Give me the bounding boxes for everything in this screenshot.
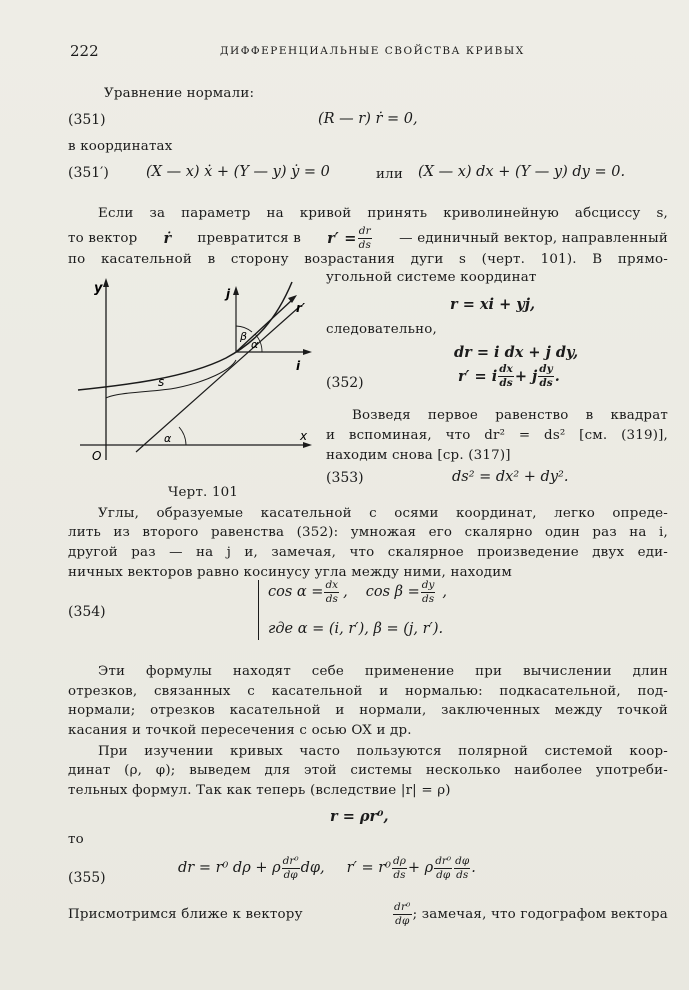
equation-355-frac3 [434, 856, 452, 880]
para2-line1: Углы, образуемые касательной с осями координат, легко опреде- [98, 506, 668, 521]
i-vector-arrow [303, 349, 312, 355]
last-line-b: ; замечая, что годографом вектора [412, 906, 668, 922]
para1-line2 [68, 226, 668, 250]
para1-line4: угольной системе координат [326, 270, 537, 285]
para2-line2: лить из второго равенства (352): умножая его скалярно один раз на i, [68, 525, 668, 540]
equation-355-c: r′ = r⁰ [346, 860, 391, 876]
equation-352-frac2-num: dy [539, 363, 553, 375]
equation-351: (R — r) ṙ = 0, [318, 111, 418, 127]
equation-355-frac4-den: ds [456, 868, 469, 881]
equation-352-frac1 [498, 364, 514, 388]
label-x: x [300, 429, 308, 443]
equation-354-frac2 [421, 580, 436, 604]
last-line-fraction-den: dφ [393, 914, 412, 927]
last-line-fraction-num: dr⁰ [394, 901, 411, 913]
label-alpha-lower: α [164, 432, 172, 445]
para1-line2-a: то вектор [68, 230, 138, 246]
figure-caption: Черт. 101 [168, 485, 239, 500]
para2-line3: другой раз — на j и, замечая, что скалярное произведение двух еди- [68, 545, 668, 560]
equation-354-cos-a: cos α = [268, 584, 324, 600]
label-origin: O [92, 449, 102, 463]
equation-352-frac1-den: ds [499, 376, 513, 389]
equation-354-frac2-num: dy [421, 579, 435, 591]
consequently: следовательно, [326, 322, 437, 337]
last-line [68, 902, 668, 926]
equation-355-frac2 [392, 856, 407, 880]
para1-line2-c: — единичный вектор, направленный [399, 230, 668, 246]
figure-101 [66, 270, 326, 470]
equation-352-mid: + j [514, 367, 538, 385]
equation-352-label: (352) [326, 375, 364, 391]
equation-351-label: (351) [68, 112, 106, 128]
label-alpha-upper: α [251, 338, 259, 351]
equation-355-d: + ρ [407, 860, 434, 876]
equation-354-frac1-num: dx [325, 579, 339, 591]
arc-s [106, 360, 236, 398]
label-r-prime: r′ [296, 301, 306, 315]
para4-line1: При изучении кривых часто пользуются полярной системой коор- [98, 744, 668, 759]
equation-355-frac1-num: dr⁰ [282, 855, 299, 867]
equation-355-frac2-num: dρ [392, 855, 406, 867]
para1-fraction-den: ds [358, 238, 372, 251]
y-axis-arrow [103, 278, 109, 287]
equation-354-brace [258, 580, 259, 640]
para1-fraction-num: dr [358, 225, 371, 237]
equation-352-frac2 [538, 364, 553, 388]
para2-line4: ничных векторов равно косинусу угла между ними, находим [68, 565, 512, 580]
squaring-line3: находим снова [ср. (317)] [326, 448, 511, 463]
coordinates-intro: в координатах [68, 139, 173, 154]
label-i: i [296, 359, 301, 373]
then: то [68, 832, 84, 847]
label-beta: β [240, 330, 248, 343]
para1-line3: по касательной в сторону возрастания дуги s (черт. 101). В прямо- [68, 252, 668, 267]
equation-352-lhs: r′ = i [458, 367, 498, 385]
para4-line3: тельных формул. Так как теперь (вследствие |r| = ρ) [68, 783, 451, 798]
label-s: s [158, 375, 165, 389]
equation-354-frac1-den: ds [325, 592, 338, 605]
equation-351p-left: (X — x) ẋ + (Y — y) ẏ = 0 [146, 164, 330, 180]
equation-355-frac1-den: dφ [283, 868, 298, 881]
para4-line2: динат (ρ, φ); выведем для этой системы несколько наиболее употреби- [68, 763, 668, 778]
equation-355-label: (355) [68, 870, 106, 886]
page-number: 222 [70, 42, 99, 60]
equation-355-frac4 [454, 856, 470, 880]
equation-354-frac2-den: ds [422, 592, 435, 605]
para3-line2: отрезков, связанных с касательной и нормалью: подкасательной, под- [68, 684, 668, 699]
equation-354-cos: cos α = $\frac{dx}{ds}$ , cos β = $\frac{dy}{ds}$ , [268, 579, 448, 605]
para1-line2-b: превратится в [197, 230, 302, 246]
equation-354-cos-b: cos β = [365, 584, 420, 600]
r-prime-vector [236, 300, 292, 352]
equation-355-frac2-den: ds [393, 868, 406, 881]
para3-line4: касания и точкой пересечения с осью OX и др. [68, 723, 412, 738]
equation-352-frac1-num: dx [499, 363, 513, 375]
equation-354-frac1 [324, 580, 339, 604]
squaring-line2: и вспоминая, что dr² = ds² [см. (319)], [326, 428, 668, 443]
equation-dr: dr = i dx + j dy, [454, 344, 579, 361]
equation-355: dr = r⁰ dρ + ρ $\frac{\text{dr⁰}}{d\varphi}$ dφ, r′ = r⁰ $\frac{d\rho}{ds}$ + ρ $\frac{\text{dr⁰}}{d\varphi}$ $\frac{d\varphi}{ds}$ . [178, 855, 476, 881]
curve [78, 282, 292, 390]
running-title: ДИФФЕРЕНЦИАЛЬНЫЕ СВОЙСТВА КРИВЫХ [220, 45, 525, 57]
equation-353: ds² = dx² + dy². [452, 469, 569, 485]
equation-352-period: . [554, 367, 560, 385]
squaring-line1: Возведя первое равенство в квадрат [352, 408, 668, 423]
alpha-arc-lower [179, 427, 186, 445]
para3-line3: нормали; отрезков касательной и нормали, заключенных между точкой [68, 703, 668, 718]
label-j: j [226, 287, 231, 301]
label-y: y [94, 281, 103, 296]
equation-355-b: dφ, [300, 860, 325, 876]
equation-352-frac2-den: ds [539, 376, 553, 389]
last-line-fraction [393, 902, 412, 926]
para1-fraction [358, 226, 373, 250]
equation-355-frac3-num: dr⁰ [435, 855, 452, 867]
equation-r-xy: r = xi + yj, [450, 296, 536, 313]
equation-355-frac4-num: dφ [455, 855, 470, 867]
equation-355-frac1 [282, 856, 300, 880]
equation-polar: r = ρr⁰, [330, 808, 389, 825]
equation-351p-or: или [376, 167, 403, 182]
equation-353-label: (353) [326, 470, 364, 486]
equation-354-label: (354) [68, 604, 106, 620]
para3-line1: Эти формулы находят себе применение при вычислении длин [98, 664, 668, 679]
last-line-a: Присмотримся ближе к вектору [68, 906, 303, 922]
equation-355-frac3-den: dφ [436, 868, 451, 881]
para1-line1: Если за параметр на кривой принять криволинейную абсциссу s, [98, 206, 668, 221]
normal-equation-intro: Уравнение нормали: [104, 86, 255, 101]
para1-r-dot: ṙ [163, 229, 172, 247]
equation-352 [458, 364, 560, 388]
j-vector-arrow [233, 286, 239, 295]
equation-355-a: dr = r⁰ dρ + ρ [178, 860, 281, 876]
equation-351p-label: (351′) [68, 165, 109, 181]
para1-r-prime: r′ = [327, 229, 357, 247]
equation-354-where: где α = (i, r′), β = (j, r′). [268, 621, 444, 637]
equation-351p-right: (X — x) dx + (Y — y) dy = 0. [418, 164, 626, 180]
